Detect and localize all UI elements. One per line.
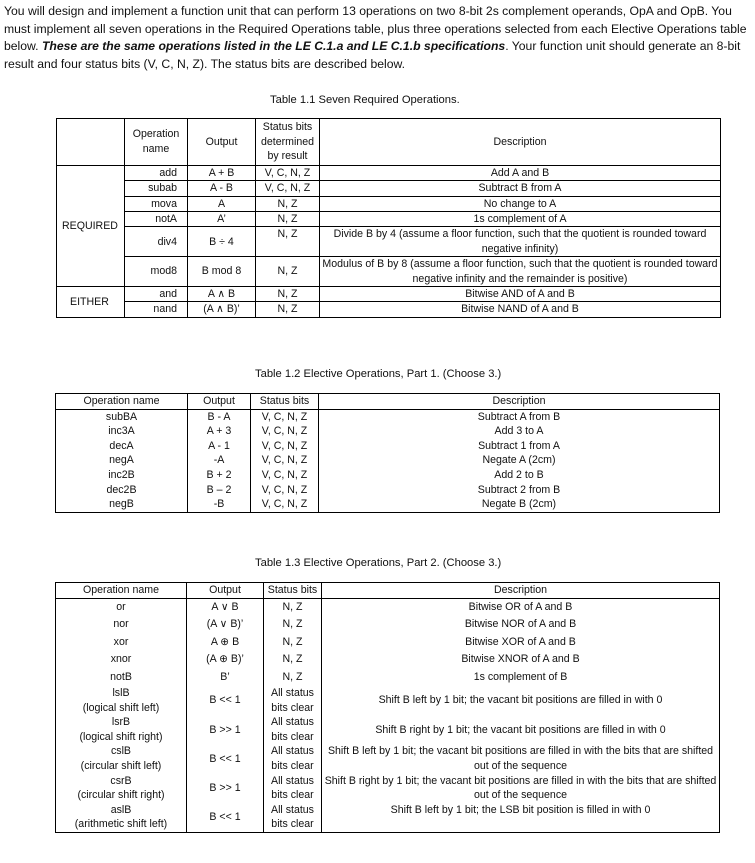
op-output: B – 2 [188,483,251,498]
op-description: Shift B right by 1 bit; the vacant bit positions are filled in with the bits that are shifted out of the sequence [322,774,720,803]
op-description: Negate A (2cm) [319,453,720,468]
op-output: A + B [188,165,256,180]
header-description: Description [319,394,720,410]
op-description: 1s complement of A [320,212,721,227]
op-name: subBA [56,409,188,424]
op-output: B << 1 [187,686,264,715]
op-name: negA [56,453,188,468]
op-output: -B [188,497,251,512]
table3-caption: Table 1.3 Elective Operations, Part 2. (Choose 3.) [255,557,502,569]
op-status: V, C, N, Z [251,483,319,498]
op-description: Divide B by 4 (assume a floor function, such that the quotient is rounded toward negative infinity) [320,227,721,257]
table-row [56,468,720,483]
op-name-detail: (circular shift right) [77,789,165,802]
table-row [56,453,720,468]
op-description: Bitwise OR of A and B [322,598,720,616]
header-description: Description [322,583,720,599]
table-header-row [56,583,720,599]
op-status: N, Z [264,633,322,651]
op-name: or [56,598,187,616]
op-description: Bitwise NAND of A and B [320,302,721,317]
op-name-detail: (arithmetic shift left) [74,818,168,831]
header-operation-name: Operation name [56,394,188,410]
op-status: N, Z [264,668,322,686]
table-header-row [56,394,720,410]
op-name-detail: (logical shift left) [82,701,160,714]
op-output: B - A [188,409,251,424]
group-header [57,119,125,166]
op-name: decA [56,439,188,454]
table-row [56,803,720,833]
table-row [56,668,720,686]
op-description: Bitwise NOR of A and B [322,616,720,634]
op-status: V, C, N, Z [251,439,319,454]
op-description: Modulus of B by 8 (assume a floor function, such that the quotient is rounded toward negative infinity and the remainder is positive) [320,257,721,287]
table-row [57,227,721,257]
table-row [56,633,720,651]
op-status: V, C, N, Z [251,424,319,439]
op-description: Bitwise XNOR of A and B [322,651,720,669]
op-output: (A ∨ B)’ [187,616,264,634]
op-description: Add 2 to B [319,468,720,483]
table-row [56,497,720,512]
table-row [56,409,720,424]
op-name: mova [125,196,188,211]
op-output: A ∨ B [187,598,264,616]
op-status: V, C, N, Z [256,181,320,196]
op-status: N, Z [264,651,322,669]
op-output: A ⊕ B [187,633,264,651]
intro-emphasis: These are the same operations listed in the LE C.1.a and LE C.1.b specifications [41,39,506,54]
op-status: V, C, N, Z [251,409,319,424]
table-row [57,287,721,302]
header-operation-name: Operation name [56,583,187,599]
op-output: B ÷ 4 [188,227,256,257]
group-either-label: EITHER [57,287,125,318]
op-output: A - B [188,181,256,196]
header-status: Status bits [264,583,322,599]
op-name: negB [56,497,188,512]
op-status: V, C, N, Z [251,497,319,512]
op-status-detail: bits clear [271,789,314,802]
op-output: A - 1 [188,439,251,454]
op-status: N, Z [256,196,320,211]
op-description: Subtract A from B [319,409,720,424]
op-status: N, Z [256,287,320,302]
table-header-row [57,119,721,166]
table-row [57,196,721,211]
table1-caption: Table 1.1 Seven Required Operations. [270,94,460,106]
op-status: N, Z [256,257,320,287]
op-name: lsrB [111,716,131,729]
op-description: 1s complement of B [322,668,720,686]
table-row [57,181,721,196]
table-row [57,212,721,227]
op-name: mod8 [125,257,188,287]
op-name: div4 [125,227,188,257]
op-output: B >> 1 [187,715,264,744]
op-output: (A ⊕ B)’ [187,651,264,669]
header-status: Status bits determined by result [256,119,320,166]
op-name: xnor [56,651,187,669]
table-row [57,165,721,180]
table-row [57,302,721,317]
op-name: xor [56,633,187,651]
op-status-detail: bits clear [271,760,314,773]
op-output: B << 1 [187,803,264,833]
op-description: Subtract 2 from B [319,483,720,498]
op-status: All status [271,745,314,758]
op-description: Bitwise AND of A and B [320,287,721,302]
op-output: A [188,196,256,211]
op-name: cslB [110,745,131,758]
op-name: csrB [110,774,132,787]
table-row [56,651,720,669]
op-output: B + 2 [188,468,251,483]
op-status-detail: bits clear [271,818,314,831]
op-name: and [125,287,188,302]
header-description: Description [320,119,721,166]
op-name: subab [125,181,188,196]
table-row [56,686,720,715]
op-description: No change to A [320,196,721,211]
table-row [56,616,720,634]
header-output: Output [187,583,264,599]
table-row [56,483,720,498]
op-status: All status [271,716,314,729]
table-row [56,439,720,454]
op-output: B >> 1 [187,774,264,803]
op-status: All status [271,774,314,787]
op-status: V, C, N, Z [251,453,319,468]
op-status-detail: bits clear [271,701,314,714]
op-output: (A ∧ B)’ [188,302,256,317]
op-description: Shift B left by 1 bit; the LSB bit position is filled in with 0 [322,803,720,833]
op-status: N, Z [264,616,322,634]
op-name: nand [125,302,188,317]
op-name: aslB [110,803,132,816]
table-row [56,715,720,744]
op-description: Shift B left by 1 bit; the vacant bit positions are filled in with the bits that are shifted out of the sequence [322,744,720,773]
header-operation-name: Operation name [125,119,188,166]
op-description: Add 3 to A [319,424,720,439]
op-status: N, Z [264,598,322,616]
elective-part1-table [55,393,720,513]
op-name: nor [56,616,187,634]
intro-text-2: . Your function unit should generate an 8-bit result and four status bits (V, C, N, Z). The status bits are described below. [4,39,741,71]
op-name: dec2B [56,483,188,498]
op-output: B mod 8 [188,257,256,287]
op-status: V, C, N, Z [251,468,319,483]
op-name: notB [56,668,187,686]
op-description: Shift B left by 1 bit; the vacant bit positions are filled in with 0 [322,686,720,715]
op-output: -A [188,453,251,468]
op-name: lslB [112,687,130,700]
op-name-detail: (circular shift left) [80,760,162,773]
op-status: All status [271,803,314,816]
op-output: B’ [187,668,264,686]
table-row [57,257,721,287]
op-output: B << 1 [187,744,264,773]
op-output: A’ [188,212,256,227]
op-status: N, Z [256,302,320,317]
op-status-detail: bits clear [271,730,314,743]
group-required-label: REQUIRED [57,165,125,286]
op-output: A + 3 [188,424,251,439]
op-status: N, Z [256,212,320,227]
op-name: inc3A [56,424,188,439]
op-description: Bitwise XOR of A and B [322,633,720,651]
op-name: notA [125,212,188,227]
op-description: Negate B (2cm) [319,497,720,512]
header-status: Status bits [251,394,319,410]
op-description: Subtract B from A [320,181,721,196]
op-status: All status [271,687,314,700]
op-name: inc2B [56,468,188,483]
table2-caption: Table 1.2 Elective Operations, Part 1. (Choose 3.) [255,368,502,380]
op-output: A ∧ B [188,287,256,302]
op-name-detail: (logical shift right) [79,730,163,743]
header-output: Output [188,119,256,166]
op-status: V, C, N, Z [256,165,320,180]
table-row [56,598,720,616]
op-description: Shift B right by 1 bit; the vacant bit positions are filled in with 0 [322,715,720,744]
table-row [56,744,720,773]
table-row [56,424,720,439]
op-description: Subtract 1 from A [319,439,720,454]
intro-paragraph [4,3,752,73]
required-operations-table [56,118,721,318]
header-output: Output [188,394,251,410]
intro-text-1: You will design and implement a function unit that can perform 13 operations on two 8-bit 2s complement operands, OpA and OpB. You must implement all seven operations in the Required Operations table, plus three operations selected from each Elective Operations table below. [4,4,747,54]
op-description: Add A and B [320,165,721,180]
op-name: add [125,165,188,180]
elective-part2-table [55,582,720,833]
op-status: N, Z [256,227,320,257]
table-row [56,774,720,803]
